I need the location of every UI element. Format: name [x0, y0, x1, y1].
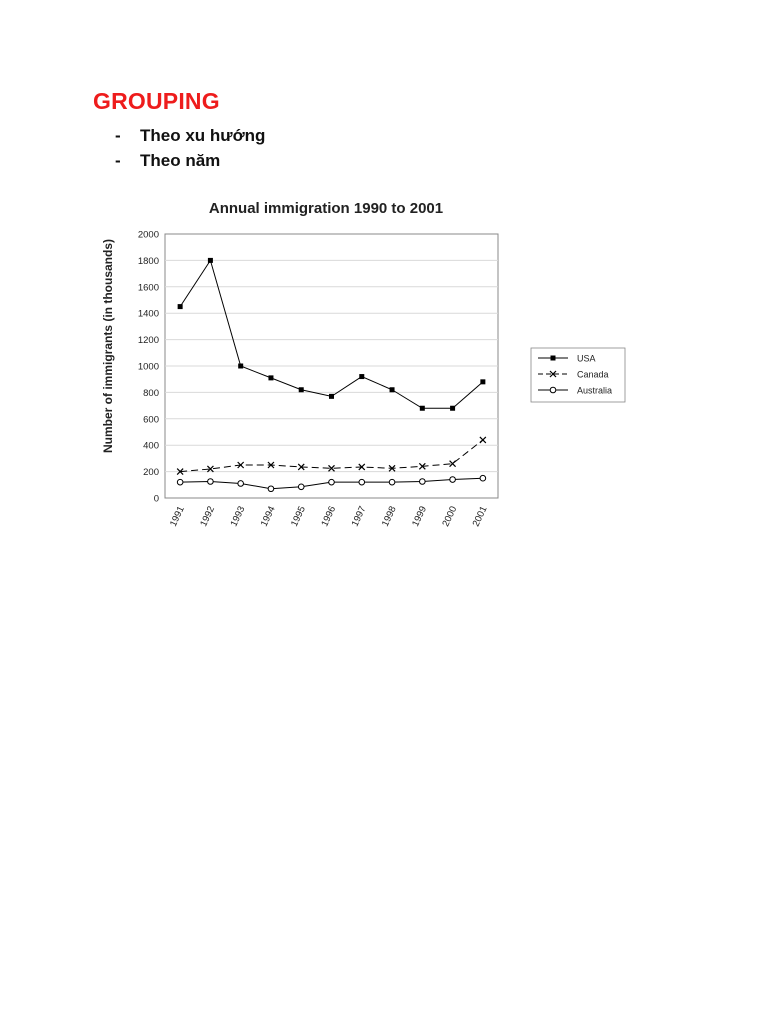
- data-point-australia: [550, 387, 556, 393]
- bullet-text: Theo năm: [140, 150, 221, 170]
- data-point-australia: [359, 479, 365, 485]
- y-tick-label: 800: [143, 387, 159, 399]
- y-tick-label: 400: [143, 440, 159, 452]
- legend-label: USA: [577, 353, 596, 364]
- data-point-australia: [238, 481, 244, 487]
- legend-label: Australia: [577, 385, 613, 396]
- data-point-usa: [208, 258, 213, 263]
- y-tick-label: 600: [143, 414, 159, 426]
- x-tick-label: 2000: [440, 504, 460, 529]
- bullet-list: [115, 123, 265, 173]
- data-point-usa: [551, 356, 556, 361]
- data-point-usa: [329, 394, 334, 399]
- data-point-australia: [298, 484, 304, 490]
- legend-label: Canada: [577, 369, 609, 380]
- x-tick-label: 1994: [258, 504, 278, 529]
- data-point-australia: [177, 479, 183, 485]
- chart-legend: [531, 348, 625, 402]
- data-point-usa: [299, 387, 304, 392]
- x-tick-label: 1993: [228, 504, 248, 529]
- y-tick-label: 2000: [137, 229, 159, 241]
- data-point-australia: [268, 486, 274, 492]
- y-tick-label: 1800: [137, 255, 159, 267]
- data-point-australia: [450, 477, 456, 483]
- data-point-australia: [480, 475, 486, 481]
- y-tick-label: 1000: [137, 361, 159, 373]
- x-tick-label: 1992: [198, 504, 218, 529]
- bullet-item-year: [115, 148, 265, 173]
- y-tick-label: 200: [143, 467, 159, 479]
- data-point-usa: [359, 374, 364, 379]
- x-tick-label: 2001: [470, 504, 490, 529]
- bullet-item-trend: [115, 123, 265, 148]
- x-tick-label: 1991: [167, 504, 187, 529]
- chart-title: Annual immigration 1990 to 2001: [208, 200, 444, 217]
- x-tick-label: 1998: [379, 504, 399, 529]
- x-tick-label: 1999: [410, 504, 430, 529]
- data-point-australia: [420, 479, 426, 485]
- data-point-usa: [268, 375, 273, 380]
- y-tick-label: 1200: [137, 335, 159, 347]
- y-tick-label: 1600: [137, 282, 159, 294]
- grouping-heading: GROUPING: [93, 88, 220, 114]
- data-point-usa: [450, 406, 455, 411]
- data-point-australia: [389, 479, 395, 485]
- bullet-dash: -: [115, 150, 121, 170]
- x-tick-label: 1996: [319, 504, 339, 529]
- y-tick-label: 1400: [137, 308, 159, 320]
- plot-area: [138, 230, 498, 529]
- x-tick-label: 1997: [349, 504, 369, 529]
- data-point-usa: [420, 406, 425, 411]
- x-tick-label: 1995: [289, 504, 308, 529]
- immigration-line-chart: [95, 188, 635, 538]
- y-tick-label: 0: [153, 493, 159, 505]
- bullet-text: Theo xu hướng: [140, 125, 266, 145]
- bullet-dash: -: [115, 125, 121, 145]
- data-point-usa: [480, 379, 485, 384]
- data-point-usa: [390, 387, 395, 392]
- y-axis-label: Number of immigrants (in thousands): [101, 238, 115, 454]
- data-point-usa: [178, 304, 183, 309]
- data-point-australia: [208, 479, 214, 485]
- data-point-usa: [238, 364, 243, 369]
- data-point-australia: [329, 479, 335, 485]
